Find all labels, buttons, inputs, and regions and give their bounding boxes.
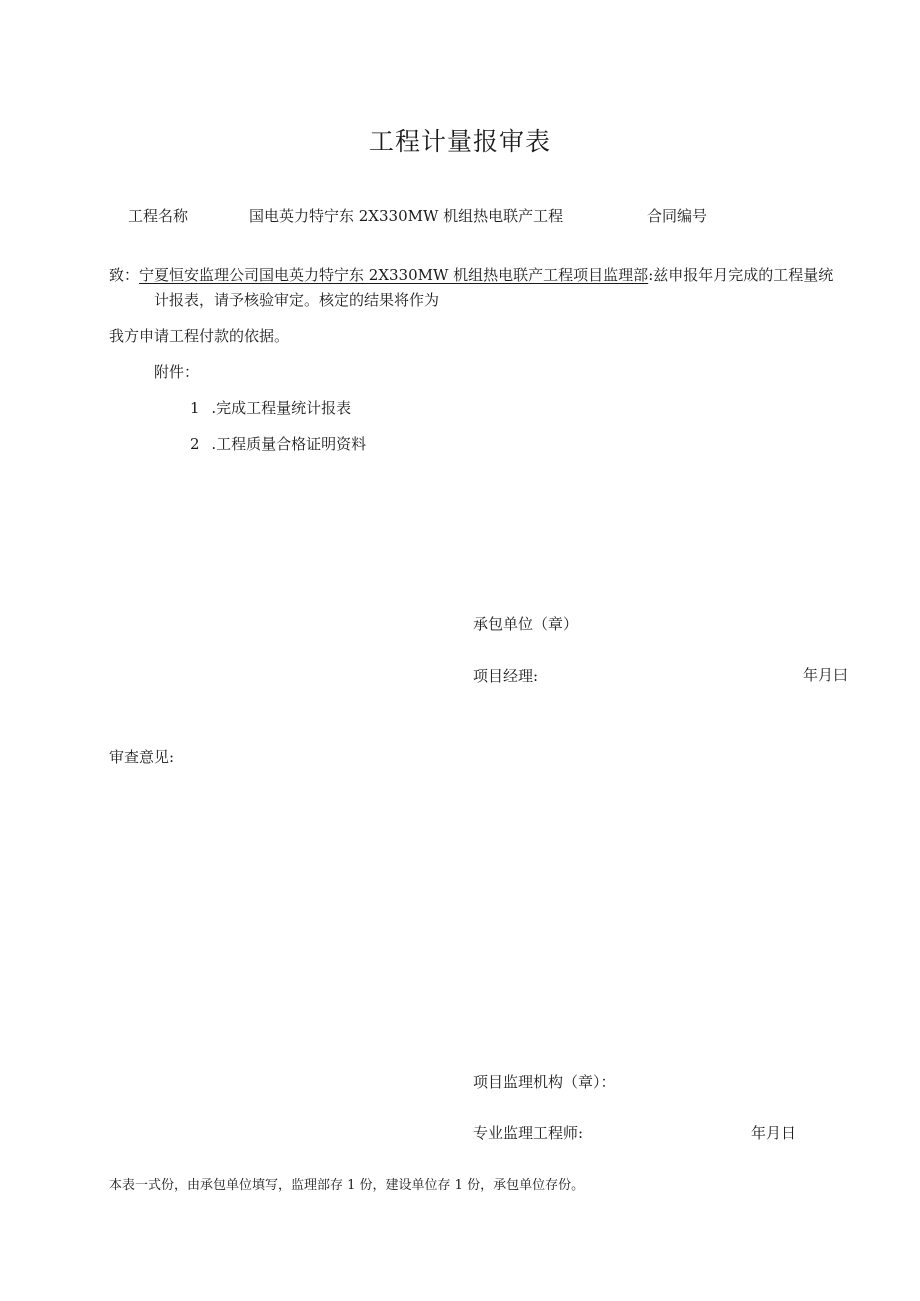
- address-line-2: 计报表，请予核验审定。核定的结果将作为: [154, 291, 440, 309]
- attachment-text: .工程质量合格证明资料: [211, 435, 367, 453]
- contract-number-label: 合同编号: [647, 207, 708, 225]
- attachment-item: [190, 397, 351, 418]
- project-name-label: 工程名称: [128, 207, 189, 225]
- contractor-date-label: 年月曰: [803, 666, 849, 684]
- review-opinion-label: 审查意见:: [109, 748, 175, 766]
- address-prefix: 致：: [109, 266, 140, 284]
- contractor-unit-label: 承包单位（章）: [473, 615, 579, 633]
- attachment-item: [190, 433, 366, 454]
- address-text-1: :兹申报年月完成的工程量统: [648, 266, 834, 284]
- address-line-3: 我方申请工程付款的依据。: [109, 327, 290, 345]
- project-manager-label: 项目经理:: [473, 667, 539, 685]
- supervision-date-label: 年月日: [751, 1124, 797, 1142]
- attachment-text: .完成工程量统计报表: [211, 399, 352, 417]
- attachment-number: 2: [190, 435, 200, 453]
- supervision-engineer-label: 专业监理工程师:: [473, 1124, 584, 1142]
- project-name-value: 国电英力特宁东 2X330MW 机组热电联产工程: [249, 207, 564, 225]
- address-recipient: 宁夏恒安监理公司国电英力特宁东 2X330MW 机组热电联产工程项目监理部: [139, 266, 649, 284]
- page-title: 工程计量报审表: [368, 127, 551, 156]
- attachment-number: 1: [190, 399, 200, 417]
- supervision-org-label: 项目监理机构（章）：: [473, 1073, 616, 1091]
- attachments-label: 附件：: [154, 363, 200, 381]
- address-line-1: [109, 264, 833, 285]
- footer-note: 本表一式份，由承包单位填写，监理部存 1 份，建设单位存 1 份，承包单位存份。: [109, 1178, 585, 1193]
